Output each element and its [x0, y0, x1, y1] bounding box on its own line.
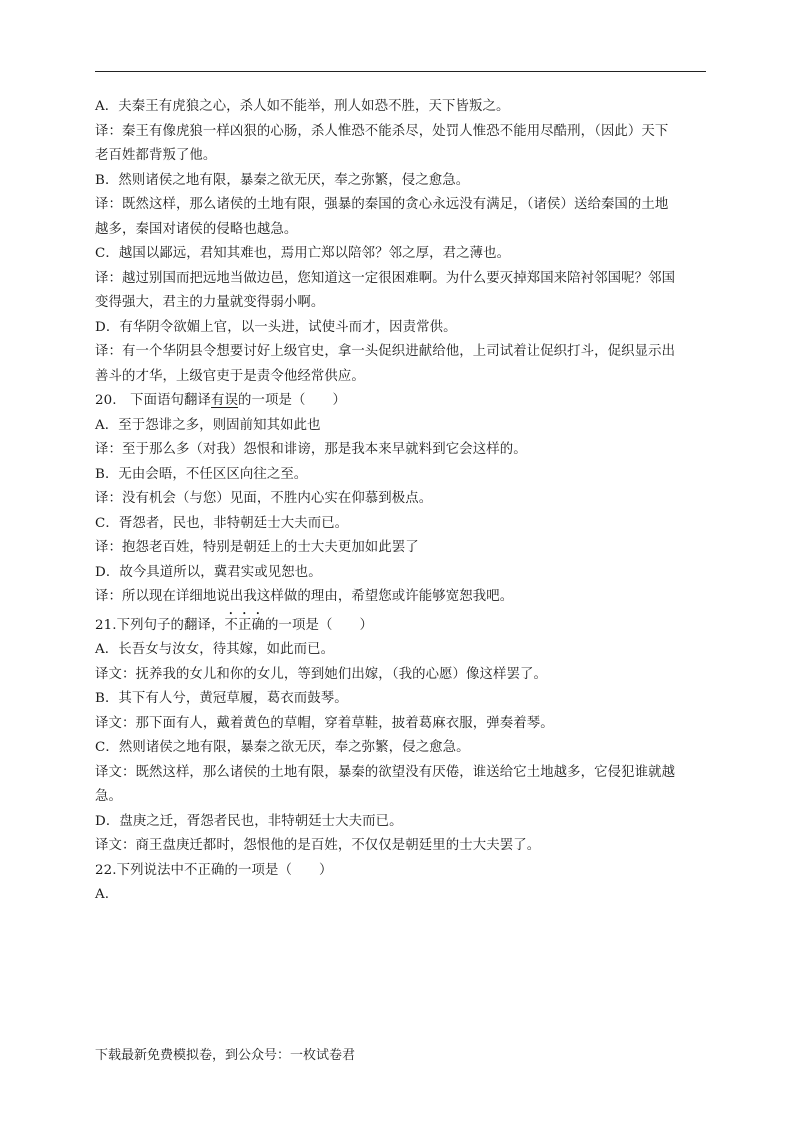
q20-stem	[95, 389, 710, 414]
q19-option-a-translation-cont: 老百姓都背叛了他。	[95, 148, 217, 163]
document-body	[95, 95, 710, 908]
q20-option-b-translation: 译：没有机会（与您）见面，不胜内心实在仰慕到极点。	[95, 491, 433, 506]
q20-stem-emphasis: 有误	[211, 393, 239, 408]
q21-stem-post: 的一项是（ ）	[265, 617, 373, 633]
q22-stem: 22.下列说法中不正确的一项是（ ）	[95, 862, 333, 878]
q19-option-b: B．然则诸侯之地有限，暴秦之欲无厌，奉之弥繁，侵之愈急。	[95, 172, 470, 188]
q19-option-c: C．越国以鄙远，君知其难也，焉用亡郑以陪邻？邻之厚，君之薄也。	[95, 246, 511, 261]
q22-option-a: A.	[95, 887, 110, 902]
q21-option-d: D．盘庚之迁，胥怨者民也，非特朝廷士大夫而已。	[95, 813, 403, 829]
q19-option-b-translation-cont: 越多，秦国对诸侯的侵略也越急。	[95, 221, 298, 237]
q19-option-c-translation-cont: 变得强大，君主的力量就变得弱小啊。	[95, 295, 325, 310]
q21-option-a-translation: 译文：抚养我的女儿和你的女儿，等到她们出嫁，（我的心愿）像这样罢了。	[95, 666, 547, 682]
q20-stem-post: 的一项是（ ）	[238, 393, 346, 408]
q19-option-a-translation: 译：秦王有像虎狼一样凶狠的心肠，杀人惟恐不能杀尽，处罚人惟恐不能用尽酷刑，（因此）天下	[95, 123, 669, 139]
q20-option-c-translation: 译：抱怨老百姓，特别是朝廷上的士大夫更加如此罢了	[95, 540, 419, 555]
q19-option-d: D．有华阴令欲媚上官，以一头进，试使斗而才，因责常供。	[95, 319, 457, 335]
q21-option-d-translation: 译文：商王盘庚迁都时，怨恨他的是百姓，不仅仅是朝廷里的士大夫罢了。	[95, 838, 541, 853]
q19-option-d-translation-cont: 善斗的才华，上级官吏于是责令他经常供应。	[95, 368, 365, 384]
q21-stem-pre: 21.下列句子的翻译，	[95, 617, 225, 633]
q20-option-d: D．故今具道所以，冀君实或见恕也。	[95, 564, 322, 580]
q21-stem	[95, 610, 710, 639]
q20-option-c: C．胥怨者，民也，非特朝廷士大夫而已。	[95, 515, 349, 531]
q21-option-c: C．然则诸侯之地有限，暴秦之欲无厌，奉之弥繁，侵之愈急。	[95, 740, 470, 755]
footer-note: 下载最新免费模拟卷，到公众号：一枚试卷君	[95, 1048, 356, 1063]
q21-option-a: A．长吾女与汝女，待其嫁，如此而已。	[95, 642, 335, 657]
q19-option-b-translation: 译：既然这样，那么诸侯的土地有限，强暴的秦国的贪心永远没有满足，（诸侯）送给秦国的土地	[95, 197, 669, 212]
q21-option-b-translation: 译文：那下面有人，戴着黄色的草帽，穿着草鞋，披着葛麻衣服，弹奏着琴。	[95, 715, 554, 731]
q21-option-c-translation: 译文：既然这样，那么诸侯的土地有限，暴秦的欲望没有厌倦，谁送给它土地越多，它侵犯谁就越	[95, 764, 676, 780]
q19-option-c-translation: 译：越过别国而把远地当做边邑，您知道这一定很困难啊。为什么要灭掉郑国来陪衬邻国呢？邻国	[95, 270, 676, 286]
q19-option-a: A．夫秦王有虎狼之心，杀人如不能举，刑人如恐不胜，天下皆叛之。	[95, 99, 510, 114]
q20-stem-pre: 20. 下面语句翻译	[95, 393, 212, 408]
header-rule	[95, 71, 706, 72]
q19-option-d-translation: 译：有一个华阴县令想要讨好上级官史，拿一头促织进献给他，上司试着让促织打斗，促织显示出	[95, 344, 676, 359]
q20-option-a: A．至于怨诽之多，则固前知其如此也	[95, 417, 321, 433]
q21-stem-emphasis: 不正确	[224, 617, 266, 633]
q21-option-c-translation-cont: 急。	[95, 789, 122, 804]
q21-option-b: B．其下有人兮，黄冠草履，葛衣而鼓琴。	[95, 691, 348, 706]
q20-option-d-translation: 译：所以现在详细地说出我这样做的理由，希望您或许能够宽恕我吧。	[95, 589, 514, 604]
q20-option-b: B．无由会晤，不任区区向往之至。	[95, 466, 308, 482]
q20-option-a-translation: 译：至于那么多（对我）怨恨和诽谤，那是我本来早就料到它会这样的。	[95, 442, 527, 457]
